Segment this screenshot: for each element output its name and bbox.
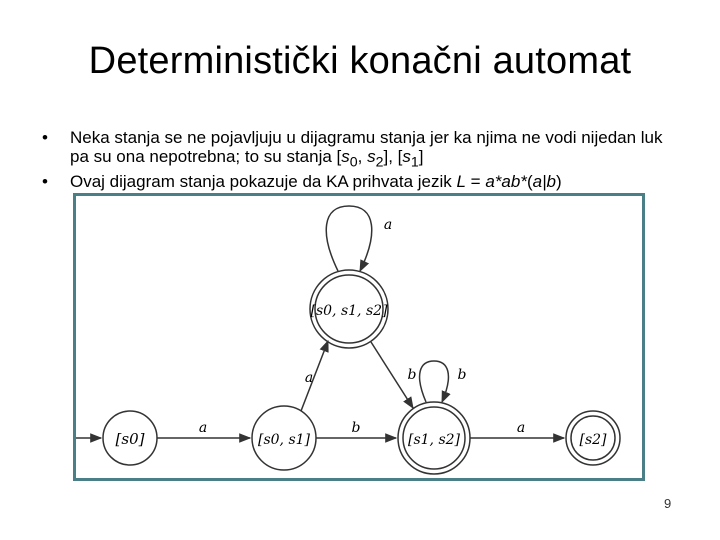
bullet-dot-icon: • [42,172,48,192]
edge-label: a [198,420,208,436]
slide-title: Deterministički konačni automat [88,40,632,82]
math-subscript: 0 [349,154,358,171]
bullet-text: ) [555,172,562,192]
bullet-dot-icon: • [42,128,48,147]
state-label: [s2] [579,432,607,448]
bullet-text: ], [ [383,147,403,166]
edge-label: b [351,420,361,436]
state-label: [s0, s1, s2] [310,303,388,319]
loop-s1s2-state [420,361,449,402]
page-number: 9 [664,496,672,511]
state-label: [s0] [115,430,145,448]
bullet-text: = [465,172,486,192]
loop-top-state [326,206,371,271]
edge-label: a [304,370,314,386]
state-s1-s2 [398,402,470,474]
bullet-text: ( [526,172,533,192]
math-var: s [341,147,350,166]
edge-label: b [407,367,417,383]
bullet-item [42,172,682,191]
regex-expression: a*ab* [485,172,527,192]
math-var: s [367,147,376,166]
edge-label: b [457,367,467,383]
state-s2 [566,411,620,465]
math-var: L [456,172,466,192]
state-s0-s1-s2 [310,270,388,348]
state-diagram-frame [73,193,645,481]
state-label: [s0, s1] [257,432,311,448]
bullet-list [42,128,682,191]
state-label: [s1, s2] [407,432,461,448]
bullet-item [42,128,682,172]
math-var: s [402,147,411,166]
edge-label: a [383,217,393,233]
bullet-text: Neka stanja se ne pojavljuju u dijagramu stanja jer ka njima ne vodi nijedan luk pa su ona nepotrebna; to su stanja [ [70,128,663,166]
state-s0-s1 [252,406,316,470]
bullet-text: Ovaj dijagram stanja pokazuje da KA prihvata jezik [70,172,457,192]
bullet-text: , [357,147,368,166]
regex-expression: a|b [532,172,556,192]
state-s0 [103,411,157,465]
math-subscript: 1 [410,154,419,171]
edge-label: a [516,420,526,436]
bullet-text: ] [418,147,424,166]
state-diagram [76,196,642,478]
math-subscript: 2 [375,154,384,171]
